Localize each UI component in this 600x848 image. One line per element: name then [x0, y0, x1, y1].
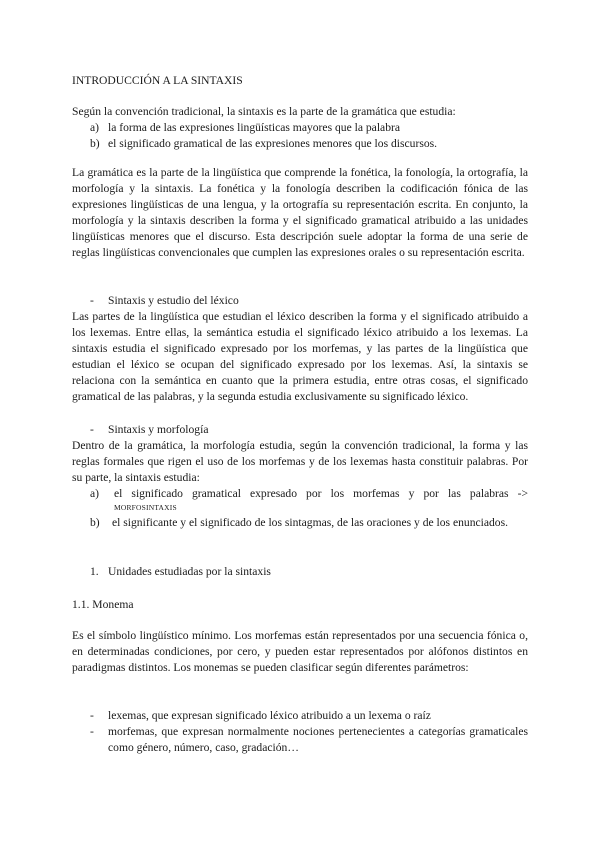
list-item-text: la forma de las expresiones lingüísticas mayores que la palabra: [108, 121, 400, 134]
list-marker: a): [90, 487, 100, 500]
list-item-text: lexemas, que expresan significado léxico atribuido a un lexema o raíz: [108, 709, 431, 722]
section-heading-text: Sintaxis y morfología: [108, 423, 209, 436]
list-item-text: el significado gramatical expresado por los morfemas y por las palabras ->: [114, 487, 528, 500]
section-heading: [90, 422, 208, 438]
list-item-text: el significado gramatical de las expresiones menores que los discursos.: [108, 137, 438, 150]
page-title: INTRODUCCIÓN A LA SINTAXIS: [72, 74, 243, 87]
morfosintaxis-label: MORFOSINTAXIS: [114, 503, 177, 512]
paragraph-morfologia: Dentro de la gramática, la morfología estudia, según la convención tradicional, la forma y las reglas formales que rigen el uso de los morfemas y de los lexemas hasta constituir palabras. Por su parte, la sintaxis estudia:: [72, 439, 528, 484]
list-item: [90, 136, 437, 152]
list-item: [90, 515, 508, 531]
subheading-monema: 1.1. Monema: [72, 598, 134, 611]
list-marker: b): [90, 137, 100, 150]
list-marker: -: [90, 725, 94, 738]
heading-number: 1.: [90, 565, 99, 578]
section-heading: [90, 293, 239, 309]
list-marker: b): [90, 516, 100, 529]
section-heading-text: Sintaxis y estudio del léxico: [108, 294, 239, 307]
paragraph-gramatica: La gramática es la parte de la lingüística que comprende la fonética, la fonología, la ortografía, la morfología y la sintaxis. La fonética y la fonología describen la codificación fónica de las expresiones lingüísticas de una lengua, y la ortografía su representación escrita. En conjunto, la morfología y la sintaxis describen la forma y el significado gramatical atribuido a las unidades lingüísticas menores que el discurso. Esta descripción suele adoptar la forma de una serie de reglas lingüísticas convencionales que cumplen las expresiones orales o su representación escrita.: [72, 166, 528, 259]
list-item-text: el significante y el significado de los sintagmas, de las oraciones y de los enunciados.: [112, 516, 509, 529]
list-marker: -: [90, 709, 94, 722]
paragraph-monema: Es el símbolo lingüístico mínimo. Los morfemas están representados por una secuencia fónica o, en determinadas condiciones, por cero, y pueden estar representados por alófonos distintos en paradigmas distintos. Los monemas se pueden clasificar según diferentes parámetros:: [72, 629, 528, 674]
list-item: [90, 708, 431, 724]
list-item: [90, 120, 400, 136]
list-item: [90, 486, 528, 514]
numbered-heading: [90, 564, 271, 580]
list-marker: -: [90, 423, 94, 436]
list-item-text: morfemas, que expresan normalmente nociones pertenecientes a categorías gramaticales como género, número, caso, gradación…: [108, 725, 528, 754]
intro-text: Según la convención tradicional, la sintaxis es la parte de la gramática que estudia:: [72, 105, 456, 118]
list-item: [90, 724, 528, 756]
list-marker: a): [90, 121, 100, 134]
numbered-heading-text: Unidades estudiadas por la sintaxis: [108, 565, 271, 578]
paragraph-lexico: Las partes de la lingüística que estudian el léxico describen la forma y el significado atribuido a los lexemas. Entre ellas, la semántica estudia el significado léxico atribuido a los lexemas. La sintaxis estudia el significado expresado por los morfemas, y las partes de la lingüística que estudian el léxico se ocupan del significado expresado por los lexemas. Así, la sintaxis se relaciona con la semántica en cuanto que la primera estudia, entre otras cosas, el significado gramatical de las palabras, y la segunda estudia exclusivamente su significado léxico.: [72, 310, 528, 403]
list-marker: -: [90, 294, 94, 307]
